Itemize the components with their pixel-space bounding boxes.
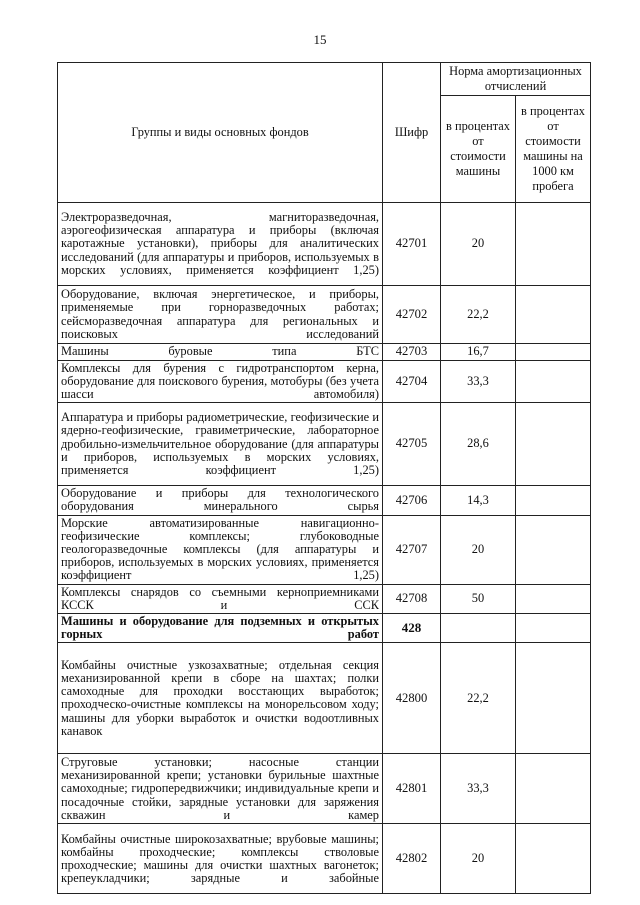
table-row [58, 515, 591, 584]
row-pct-machine: 22,2 [441, 286, 516, 344]
table-row [58, 643, 591, 754]
row-pct-machine: 16,7 [441, 344, 516, 361]
row-description: Оборудование и приборы для технологического оборудования минерального сырья [58, 486, 383, 515]
row-description: Комплексы снарядов со съемными керноприемниками КССК и ССК [58, 584, 383, 613]
row-code: 42800 [383, 643, 441, 754]
header-norm: Норма амортизационных отчислений [441, 63, 591, 96]
row-pct-km [516, 643, 591, 754]
row-pct-km [516, 486, 591, 515]
row-pct-km [516, 360, 591, 403]
table-body [58, 203, 591, 894]
row-code: 42802 [383, 824, 441, 894]
table-row [58, 486, 591, 515]
row-description: Морские автоматизированные навигационно-геофизические комплексы; глубоководные геологоразведочные комплексы (для аппаратуры и приборов, используемых в морских условиях, применяется коэффициент 1,25) [58, 515, 383, 584]
row-pct-machine: 22,2 [441, 643, 516, 754]
depreciation-table [57, 62, 591, 894]
row-code: 42702 [383, 286, 441, 344]
table-row [58, 824, 591, 894]
table-row [58, 584, 591, 613]
row-code: 42705 [383, 403, 441, 486]
row-description: Оборудование, включая энергетическое, и приборы, применяемые при горноразведочных работах; сейсморазведочная аппаратура для региональных и поисковых исследований [58, 286, 383, 344]
row-pct-km [516, 403, 591, 486]
page-number: 15 [313, 32, 327, 47]
row-description: Комбайны очистные узкозахватные; отдельная секция механизированной крепи в сборе на шахтах; полки самоходные для проходки восстающих выработок; проходческо-очистные комплексы на монорельсовом ходу; машины для уборки выработок и очистки водоотливных канавок [58, 643, 383, 754]
row-description: Машины буровые типа БТС [58, 344, 383, 361]
table-row [58, 344, 591, 361]
header-groups: Группы и виды основных фондов [58, 63, 383, 203]
row-pct-km [516, 614, 591, 643]
header-code: Шифр [383, 63, 441, 203]
row-pct-km [516, 203, 591, 286]
row-pct-machine: 33,3 [441, 754, 516, 824]
row-description: Струговые установки; насосные станции механизированной крепи; установки бурильные шахтные самоходные; гидропередвижчики; индивидуальные крепи и посадочные стойки, зарядные установки для заряжения скважин и камер [58, 754, 383, 824]
row-code: 42704 [383, 360, 441, 403]
row-description: Комбайны очистные широкозахватные; врубовые машины; комбайны проходческие; комплексы стволовые проходческие; машины для очистки шахтных вагонеток; крепеукладчики; зарядные и забойные [58, 824, 383, 894]
row-description: Электроразведочная, магниторазведочная, аэрогеофизическая аппаратура и приборы (включая каротажные установки), приборы для аналитических исследований (для аппаратуры и приборов, используемых в морских условиях, применяется коэффициент 1,25) [58, 203, 383, 286]
row-pct-machine: 28,6 [441, 403, 516, 486]
row-code: 428 [383, 614, 441, 643]
table-row [58, 203, 591, 286]
row-code: 42703 [383, 344, 441, 361]
row-pct-machine: 33,3 [441, 360, 516, 403]
row-code: 42701 [383, 203, 441, 286]
row-code: 42707 [383, 515, 441, 584]
row-pct-machine: 14,3 [441, 486, 516, 515]
table-row [58, 754, 591, 824]
header-pct-machine: в процентах от стоимости машины [441, 96, 516, 203]
row-pct-km [516, 515, 591, 584]
row-pct-machine: 20 [441, 203, 516, 286]
row-pct-machine: 50 [441, 584, 516, 613]
section-row [58, 614, 591, 643]
row-code: 42706 [383, 486, 441, 515]
row-description: Машины и оборудование для подземных и открытых горных работ [58, 614, 383, 643]
row-description: Комплексы для бурения с гидротранспортом керна, оборудование для поискового бурения, мотобуры (без учета шасси автомобиля) [58, 360, 383, 403]
row-pct-km [516, 824, 591, 894]
row-pct-km [516, 754, 591, 824]
row-code: 42708 [383, 584, 441, 613]
row-pct-km [516, 344, 591, 361]
row-pct-machine: 20 [441, 515, 516, 584]
header-pct-km: в процентах от стоимости машины на 1000 км пробега [516, 96, 591, 203]
row-description: Аппаратура и приборы радиометрические, геофизические и ядерно-геофизические, гравиметрические, лабораторное дробильно-измельчительное оборудование (для аппаратуры и приборов, используемых в морских условиях, применяется коэффициент 1,25) [58, 403, 383, 486]
row-pct-machine: 20 [441, 824, 516, 894]
row-code: 42801 [383, 754, 441, 824]
row-pct-machine [441, 614, 516, 643]
table-row [58, 403, 591, 486]
row-pct-km [516, 584, 591, 613]
table-row [58, 360, 591, 403]
row-pct-km [516, 286, 591, 344]
table-row [58, 286, 591, 344]
